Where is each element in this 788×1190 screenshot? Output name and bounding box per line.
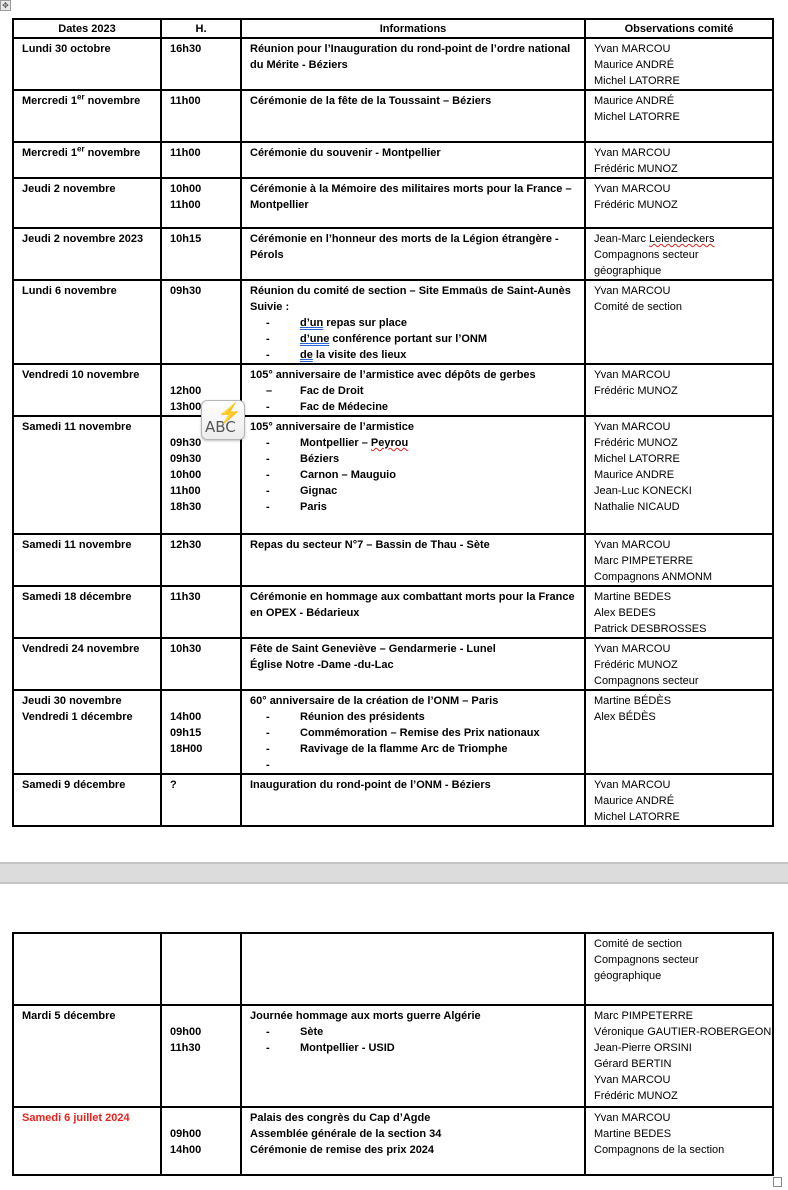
list-item-text: Commémoration – Remise des Prix nationaux <box>300 727 540 739</box>
list-item-text: Béziers <box>300 453 340 465</box>
bullet-dash: - <box>266 759 270 771</box>
date-text: Mercredi 1er novembre <box>22 144 141 159</box>
time-text: 09h00 <box>170 1026 202 1038</box>
cell-time <box>161 142 241 178</box>
table-row <box>13 228 773 280</box>
participant-name: Marc PIMPETERRE <box>594 555 694 567</box>
list-item <box>250 1024 576 1040</box>
list-item <box>250 483 576 499</box>
list-item-text: Fac de Droit <box>300 385 364 397</box>
bullet-dash: - <box>266 401 270 413</box>
participant-name: Yvan MARCOU <box>594 183 671 195</box>
participant-name: Yvan MARCOU <box>594 1112 671 1124</box>
info-text: 105° anniversaire de l’armistice avec dépôts de gerbes <box>250 369 536 381</box>
list-item-text: d’une conférence portant sur l’ONM <box>300 333 488 345</box>
bullet-dash: - <box>266 727 270 739</box>
header-observations: Observations comité <box>585 19 773 38</box>
list-item <box>250 435 576 451</box>
grammar-suggestion-mark[interactable]: de <box>300 349 313 361</box>
cell-info <box>241 534 585 586</box>
participant-name: Patrick DESBROSSES <box>594 623 707 635</box>
bullet-dash: - <box>266 1026 270 1038</box>
info-text: Fête de Saint Geneviève – Gendarmerie - Lunel <box>250 643 496 655</box>
info-text: Cérémonie en l’honneur des morts de la Légion étrangère - <box>250 233 559 245</box>
participant-name: Compagnons secteur <box>594 954 699 966</box>
list-item <box>250 347 576 363</box>
cell-info <box>241 280 585 364</box>
participant-name: Comité de section <box>594 938 683 950</box>
date-text: Jeudi 2 novembre <box>22 183 116 195</box>
bullet-dash: - <box>266 469 270 481</box>
cell-date <box>13 1005 161 1107</box>
participant-name: Gérard BERTIN <box>594 1058 672 1070</box>
table-row <box>13 1107 773 1175</box>
info-text: Cérémonie du souvenir - Montpellier <box>250 147 441 159</box>
time-text: 09h15 <box>170 727 202 739</box>
list-item-text: Montpellier – Peyrou <box>300 437 409 449</box>
time-text: 12h00 <box>170 385 202 397</box>
bullet-dash: – <box>266 385 273 397</box>
date-text: Vendredi 1 décembre <box>22 711 133 723</box>
time-text: 14h00 <box>170 711 202 723</box>
cell-observations <box>585 638 773 690</box>
list-item-text: Réunion des présidents <box>300 711 425 723</box>
spelling-error-mark[interactable]: Peyrou <box>370 437 409 449</box>
time-text: 09h00 <box>170 1128 202 1140</box>
participant-name: Yvan MARCOU <box>594 43 671 55</box>
date-text: Samedi 6 juillet 2024 <box>22 1112 130 1124</box>
list-item-text: d’un repas sur place <box>300 317 407 329</box>
autocorrect-label: ABC <box>205 418 236 436</box>
info-text: 60° anniversaire de la création de l’ONM – Paris <box>250 695 499 707</box>
participant-name: Jean-Marc Leiendeckers <box>594 233 715 245</box>
time-text: 11h00 <box>170 95 201 107</box>
info-text: Journée hommage aux morts guerre Algérie <box>250 1010 481 1022</box>
time-text <box>170 693 232 709</box>
participant-name: Yvan MARCOU <box>594 147 671 159</box>
cell-info <box>241 1005 585 1107</box>
cell-observations <box>585 774 773 826</box>
participant-name: Frédéric MUNOZ <box>594 199 678 211</box>
cell-time <box>161 38 241 90</box>
table-row <box>13 90 773 142</box>
time-text: 13h00 <box>170 401 202 413</box>
header-dates: Dates 2023 <box>13 19 161 38</box>
cell-info <box>241 1107 585 1175</box>
list-item <box>250 383 576 399</box>
bullet-dash: - <box>266 349 270 361</box>
schedule-table-continued <box>12 932 774 1176</box>
list-item-text: Carnon – Mauguio <box>300 469 396 481</box>
participant-name: Frédéric MUNOZ <box>594 163 678 175</box>
header-informations: Informations <box>241 19 585 38</box>
cell-date <box>13 416 161 534</box>
header-time: H. <box>161 19 241 38</box>
cell-date <box>13 774 161 826</box>
list-item <box>250 331 576 347</box>
list-item <box>250 725 576 741</box>
date-text: Vendredi 10 novembre <box>22 369 140 381</box>
time-text: 11h00 <box>170 485 201 497</box>
cell-observations <box>585 178 773 228</box>
time-text: 10h00 <box>170 469 202 481</box>
participant-name: Compagnons de la section <box>594 1144 725 1156</box>
list-item-text: Fac de Médecine <box>300 401 389 413</box>
info-text: Réunion pour l’Inauguration du rond-point de l’ordre national <box>250 43 571 55</box>
schedule-table-2023 <box>12 18 774 827</box>
table-row <box>13 178 773 228</box>
participant-name: Compagnons secteur <box>594 249 699 261</box>
cell-date <box>13 142 161 178</box>
list-item <box>250 757 576 773</box>
cell-time <box>161 1107 241 1175</box>
info-text: Palais des congrès du Cap d’Agde <box>250 1112 431 1124</box>
info-text: Réunion du comité de section – Site Emmaüs de Saint-Aunès <box>250 285 571 297</box>
list-item <box>250 709 576 725</box>
grammar-suggestion-mark[interactable]: d’un <box>300 317 324 329</box>
ordinal-suffix: er <box>77 92 85 102</box>
info-text: Cérémonie de remise des prix 2024 <box>250 1144 435 1156</box>
cell-observations <box>585 1005 773 1107</box>
lightning-bolt-icon: ⚡ <box>217 403 242 425</box>
cell-observations <box>585 933 773 1005</box>
cell-time <box>161 90 241 142</box>
participant-name: Michel LATORRE <box>594 453 680 465</box>
date-text: Vendredi 24 novembre <box>22 643 140 655</box>
time-text: ? <box>170 779 177 791</box>
date-text: Mercredi 1er novembre <box>22 92 141 107</box>
cell-observations <box>585 228 773 280</box>
bullet-dash: - <box>266 317 270 329</box>
bullet-dash: - <box>266 437 270 449</box>
grammar-suggestion-mark[interactable]: d’une <box>300 333 330 345</box>
time-text: 10h15 <box>170 233 202 245</box>
participant-name: Marc PIMPETERRE <box>594 1010 694 1022</box>
cell-date <box>13 364 161 416</box>
table-row <box>13 690 773 774</box>
info-text: du Mérite - Béziers <box>250 59 348 71</box>
cell-observations <box>585 142 773 178</box>
participant-name: Frédéric MUNOZ <box>594 385 678 397</box>
bullet-dash: - <box>266 485 270 497</box>
time-text: 09h30 <box>170 285 202 297</box>
table-row <box>13 586 773 638</box>
cell-observations <box>585 90 773 142</box>
cell-info <box>241 774 585 826</box>
info-text: Cérémonie à la Mémoire des militaires morts pour la France – <box>250 183 572 195</box>
cell-observations <box>585 1107 773 1175</box>
cell-observations <box>585 690 773 774</box>
list-item <box>250 741 576 757</box>
cell-time <box>161 638 241 690</box>
participant-name: géographique <box>594 970 662 982</box>
participant-name: Yvan MARCOU <box>594 643 671 655</box>
time-text: 11h30 <box>170 1042 201 1054</box>
time-text: 12h30 <box>170 539 202 551</box>
cell-time <box>161 1005 241 1107</box>
list-item-text: Gignac <box>300 485 338 497</box>
participant-name: Compagnons ANMONM <box>594 571 712 583</box>
table-row <box>13 364 773 416</box>
info-text: Montpellier <box>250 199 309 211</box>
info-text: Assemblée générale de la section 34 <box>250 1128 442 1140</box>
cell-date <box>13 38 161 90</box>
time-text <box>170 367 232 383</box>
cell-time <box>161 534 241 586</box>
cell-info <box>241 638 585 690</box>
participant-name: Jean-Luc KONECKI <box>594 485 692 497</box>
table-move-handle-icon[interactable]: ✥ <box>0 0 11 11</box>
bullet-dash: - <box>266 453 270 465</box>
table-row <box>13 142 773 178</box>
table-row <box>13 280 773 364</box>
participant-name: Jean-Pierre ORSINI <box>594 1042 692 1054</box>
list-item-text: Paris <box>300 501 327 513</box>
cell-info <box>241 142 585 178</box>
participant-name: Yvan MARCOU <box>594 779 671 791</box>
time-text: 09h30 <box>170 437 202 449</box>
table-row <box>13 534 773 586</box>
spelling-error-mark[interactable]: Leiendeckers <box>649 233 715 245</box>
participant-name: Alex BÉDÈS <box>594 711 656 723</box>
table-row <box>13 416 773 534</box>
cell-info <box>241 90 585 142</box>
date-text: Lundi 6 novembre <box>22 285 117 297</box>
list-item-text: Sète <box>300 1026 324 1038</box>
table-resize-handle-icon[interactable] <box>773 1177 782 1187</box>
time-text: 16h30 <box>170 43 202 55</box>
participant-name: Michel LATORRE <box>594 111 680 123</box>
cell-date <box>13 280 161 364</box>
list-item-text: Ravivage de la flamme Arc de Triomphe <box>300 743 508 755</box>
list-item-text: Montpellier - USID <box>300 1042 395 1054</box>
info-text: Cérémonie en hommage aux combattant morts pour la France <box>250 591 575 603</box>
cell-info <box>241 364 585 416</box>
participant-name: Michel LATORRE <box>594 811 680 823</box>
cell-time <box>161 228 241 280</box>
participant-name: Martine BEDES <box>594 1128 672 1140</box>
info-text: Église Notre -Dame -du-Lac <box>250 659 394 671</box>
time-text: 14h00 <box>170 1144 202 1156</box>
participant-name: Frédéric MUNOZ <box>594 1090 678 1102</box>
cell-date <box>13 586 161 638</box>
cell-observations <box>585 586 773 638</box>
date-text: Samedi 18 décembre <box>22 591 132 603</box>
cell-date <box>13 933 161 1005</box>
cell-info <box>241 690 585 774</box>
participant-name: géographique <box>594 265 662 277</box>
list-item <box>250 1040 576 1056</box>
time-text: 18h30 <box>170 501 202 513</box>
list-item <box>250 499 576 515</box>
participant-name: Yvan MARCOU <box>594 1074 671 1086</box>
bullet-dash: - <box>266 743 270 755</box>
cell-info <box>241 416 585 534</box>
ordinal-suffix: er <box>77 144 85 154</box>
time-text <box>170 1110 232 1126</box>
date-text: Jeudi 2 novembre 2023 <box>22 233 144 245</box>
date-text: Mardi 5 décembre <box>22 1010 116 1022</box>
date-text: Samedi 11 novembre <box>22 539 132 551</box>
time-text: 18H00 <box>170 743 203 755</box>
time-text: 11h00 <box>170 147 201 159</box>
participant-name: Michel LATORRE <box>594 75 680 87</box>
participant-name: Alex BEDES <box>594 607 656 619</box>
cell-info <box>241 933 585 1005</box>
participant-name: Maurice ANDRE <box>594 469 675 481</box>
cell-info <box>241 228 585 280</box>
participant-name: Maurice ANDRÉ <box>594 95 675 107</box>
cell-time <box>161 933 241 1005</box>
cell-observations <box>585 364 773 416</box>
date-text: Samedi 11 novembre <box>22 421 132 433</box>
participant-name: Yvan MARCOU <box>594 369 671 381</box>
page-break-separator <box>0 862 788 884</box>
table-row <box>13 933 773 1005</box>
participant-name: Compagnons secteur <box>594 675 699 687</box>
participant-name: Véronique GAUTIER-ROBERGEON <box>594 1026 772 1038</box>
info-text: Inauguration du rond-point de l’ONM - Béziers <box>250 779 491 791</box>
participant-name: Martine BEDES <box>594 591 672 603</box>
cell-time <box>161 586 241 638</box>
info-text: 105° anniversaire de l’armistice <box>250 421 414 433</box>
time-text: 10h00 <box>170 183 202 195</box>
table-row <box>13 1005 773 1107</box>
participant-name: Yvan MARCOU <box>594 421 671 433</box>
table-header-row <box>13 19 773 38</box>
participant-name: Comité de section <box>594 301 683 313</box>
cell-date <box>13 228 161 280</box>
cell-time <box>161 280 241 364</box>
participant-name: Frédéric MUNOZ <box>594 659 678 671</box>
cell-time <box>161 178 241 228</box>
date-text: Jeudi 30 novembre <box>22 695 122 707</box>
participant-name: Yvan MARCOU <box>594 539 671 551</box>
cell-info <box>241 38 585 90</box>
cell-date <box>13 638 161 690</box>
info-text: Repas du secteur N°7 – Bassin de Thau - Sète <box>250 539 490 551</box>
bullet-dash: - <box>266 1042 270 1054</box>
list-item-text: de la visite des lieux <box>300 349 407 361</box>
time-text: 09h30 <box>170 453 202 465</box>
cell-info <box>241 586 585 638</box>
time-text: 11h00 <box>170 199 201 211</box>
info-text: Suivie : <box>250 301 290 313</box>
date-text: Lundi 30 octobre <box>22 43 111 55</box>
time-text: 10h30 <box>170 643 202 655</box>
cell-date <box>13 1107 161 1175</box>
bullet-dash: - <box>266 501 270 513</box>
cell-date <box>13 534 161 586</box>
abc-autocorrect-icon[interactable] <box>201 400 245 440</box>
participant-name: Maurice ANDRÉ <box>594 795 675 807</box>
time-text: 11h30 <box>170 591 201 603</box>
table-row <box>13 38 773 90</box>
cell-observations <box>585 38 773 90</box>
info-text: Cérémonie de la fête de la Toussaint – Béziers <box>250 95 492 107</box>
participant-name: Nathalie NICAUD <box>594 501 680 513</box>
list-item <box>250 315 576 331</box>
time-text <box>170 1008 232 1024</box>
list-item <box>250 399 576 415</box>
participant-name: Frédéric MUNOZ <box>594 437 678 449</box>
table-row <box>13 774 773 826</box>
cell-observations <box>585 280 773 364</box>
cell-time <box>161 690 241 774</box>
bullet-dash: - <box>266 333 270 345</box>
list-item <box>250 467 576 483</box>
participant-name: Martine BÉDÈS <box>594 695 672 707</box>
participant-name: Maurice ANDRÉ <box>594 59 675 71</box>
date-text: Samedi 9 décembre <box>22 779 126 791</box>
list-item <box>250 451 576 467</box>
cell-info <box>241 178 585 228</box>
table-row <box>13 638 773 690</box>
participant-name: Yvan MARCOU <box>594 285 671 297</box>
cell-observations <box>585 416 773 534</box>
cell-date <box>13 178 161 228</box>
cell-observations <box>585 534 773 586</box>
info-text: en OPEX - Bédarieux <box>250 607 360 619</box>
info-text: Pérols <box>250 249 284 261</box>
cell-date <box>13 90 161 142</box>
bullet-dash: - <box>266 711 270 723</box>
cell-time <box>161 774 241 826</box>
cell-date <box>13 690 161 774</box>
